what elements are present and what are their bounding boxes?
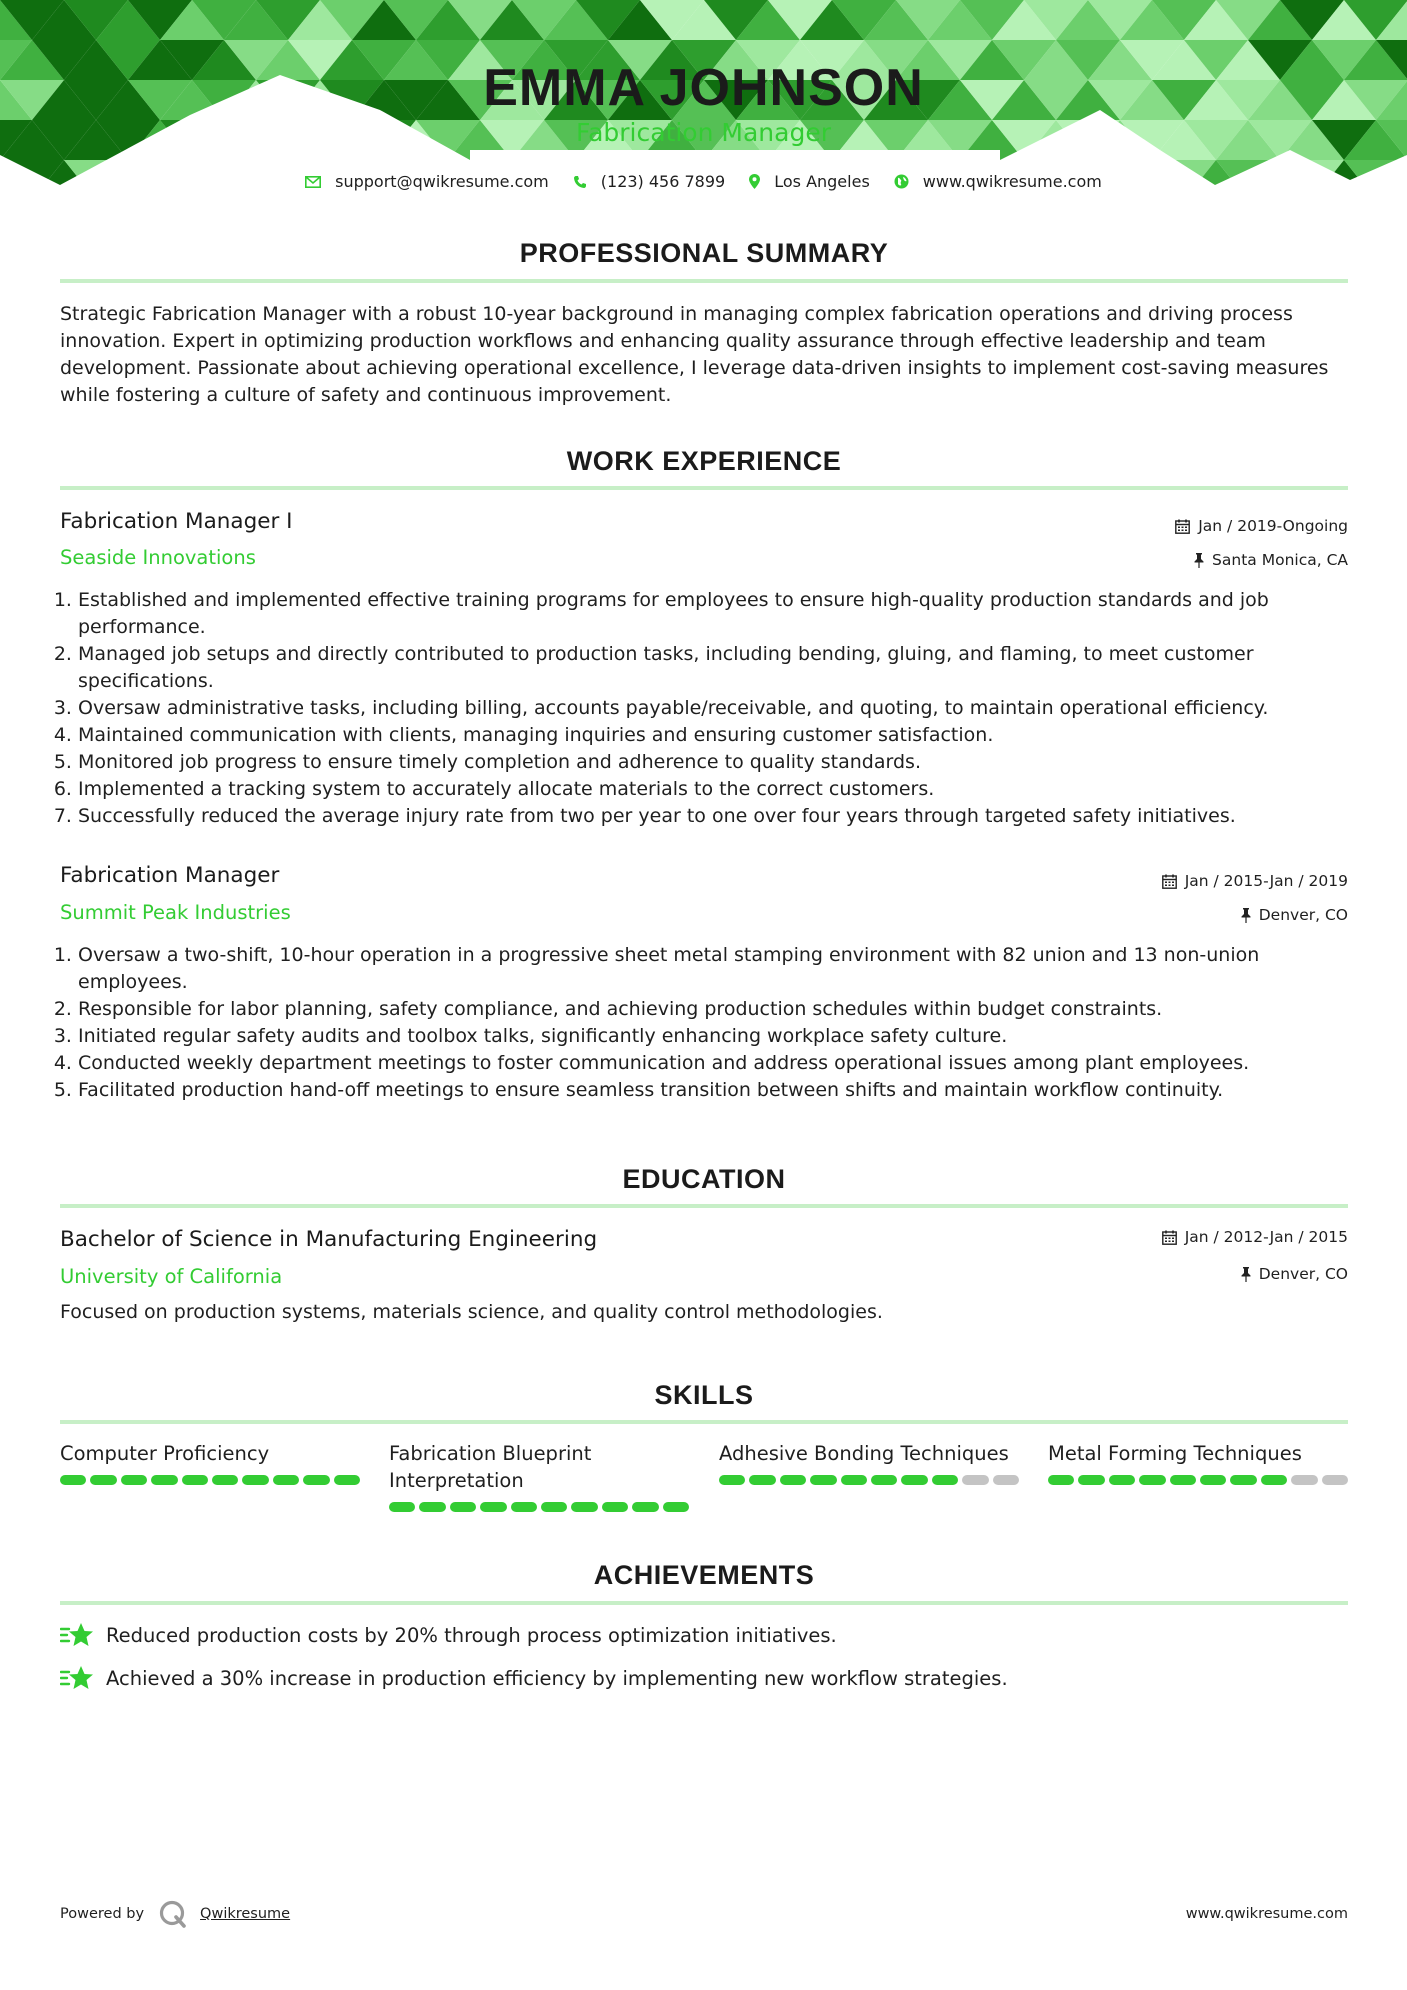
pushpin-icon [1241, 908, 1251, 923]
contact-website-text: www.qwikresume.com [922, 172, 1102, 191]
section-divider [60, 1204, 1348, 1208]
skill-segment-filled [841, 1475, 867, 1485]
education-degree: Bachelor of Science in Manufacturing Engineering [60, 1227, 598, 1252]
skill-segment-filled [632, 1502, 658, 1512]
skill-segment-empty [1322, 1475, 1348, 1485]
pushpin-icon [1241, 1267, 1251, 1282]
skill-segment-filled [151, 1475, 177, 1485]
job-dates-text: Jan / 2019-Ongoing [1198, 517, 1348, 535]
skill-segment-filled [871, 1475, 897, 1485]
section-divider [60, 1601, 1348, 1605]
star-award-icon [60, 1664, 94, 1692]
list-item: 2. Responsible for labor planning, safety compliance, and achieving production schedules within budget constraints. [78, 996, 1368, 1023]
skill-segment-filled [663, 1502, 689, 1512]
skill-segment-filled [932, 1475, 958, 1485]
skill-segment-filled [480, 1502, 506, 1512]
skill-segment-filled [121, 1475, 147, 1485]
skill-segment-filled [1261, 1475, 1287, 1485]
skill-level-bar [389, 1502, 689, 1512]
skill-item [1048, 1440, 1348, 1485]
powered-by-label: Powered by [60, 1906, 145, 1922]
section-divider [60, 279, 1348, 283]
footer-website[interactable]: www.qwikresume.com [1185, 1906, 1348, 1922]
contact-bar [0, 172, 1407, 191]
job-dates-text: Jan / 2015-Jan / 2019 [1184, 872, 1348, 890]
job-location [1241, 906, 1348, 924]
skill-segment-filled [90, 1475, 116, 1485]
list-item: 1. Oversaw a two-shift, 10-hour operation in a progressive sheet metal stamping environment with 82 union and 13 non-union employees. [78, 942, 1368, 996]
achievement-text: Reduced production costs by 20% through process optimization initiatives. [106, 1623, 837, 1647]
list-item: 2. Managed job setups and directly contributed to production tasks, including bending, gluing, and flaming, to meet customer specifications. [78, 641, 1368, 695]
skill-name: Adhesive Bonding Techniques [719, 1442, 1009, 1465]
skill-segment-filled [1048, 1475, 1074, 1485]
job-company: Summit Peak Industries [60, 901, 291, 924]
contact-email[interactable] [305, 172, 549, 191]
qwikresume-logo-icon [158, 1899, 188, 1929]
skill-segment-filled [1200, 1475, 1226, 1485]
contact-phone-text: (123) 456 7899 [600, 172, 726, 191]
job-bullets [60, 942, 1368, 1104]
education-location-text: Denver, CO [1258, 1265, 1348, 1283]
job-location [1194, 551, 1348, 569]
skill-segment-filled [602, 1502, 628, 1512]
skill-name: Metal Forming Techniques [1048, 1442, 1302, 1465]
job-title: Fabrication Manager I [60, 509, 293, 534]
skill-level-bar [1048, 1475, 1348, 1485]
skill-segment-empty [1291, 1475, 1317, 1485]
skill-name: Computer Proficiency [60, 1442, 270, 1465]
contact-location-text: Los Angeles [774, 172, 870, 191]
skill-segment-filled [419, 1502, 445, 1512]
skill-segment-filled [1109, 1475, 1135, 1485]
skill-segment-filled [541, 1502, 567, 1512]
contact-location [749, 172, 870, 191]
skill-segment-filled [1170, 1475, 1196, 1485]
section-divider [60, 1420, 1348, 1424]
map-pin-icon [749, 174, 760, 189]
star-award-icon [60, 1621, 94, 1649]
list-item: 3. Oversaw administrative tasks, including billing, accounts payable/receivable, and quoting, to maintain operational efficiency. [78, 695, 1368, 722]
skill-segment-filled [273, 1475, 299, 1485]
skill-segment-filled [1230, 1475, 1256, 1485]
skill-segment-filled [60, 1475, 86, 1485]
skill-item [719, 1440, 1019, 1485]
skill-segment-filled [901, 1475, 927, 1485]
candidate-name: EMMA JOHNSON [483, 59, 924, 117]
education-location [1241, 1265, 1348, 1283]
achievement-text: Achieved a 30% increase in production efficiency by implementing new workflow strategies. [106, 1666, 1008, 1690]
skill-segment-filled [810, 1475, 836, 1485]
candidate-title: Fabrication Manager [576, 118, 831, 147]
skill-level-bar [60, 1475, 360, 1485]
list-item: 1. Established and implemented effective training programs for employees to ensure high-quality production standards and job performance. [78, 587, 1368, 641]
skill-segment-filled [212, 1475, 238, 1485]
contact-website[interactable] [894, 172, 1102, 191]
skill-segment-filled [511, 1502, 537, 1512]
skill-segment-filled [719, 1475, 745, 1485]
skill-segment-empty [962, 1475, 988, 1485]
skill-segment-filled [242, 1475, 268, 1485]
job-location-text: Santa Monica, CA [1212, 551, 1348, 569]
list-item: 3. Initiated regular safety audits and toolbox talks, significantly enhancing workplace safety culture. [78, 1023, 1368, 1050]
list-item: 5. Monitored job progress to ensure timely completion and adherence to quality standards. [78, 749, 1368, 776]
skill-segment-filled [182, 1475, 208, 1485]
skill-segment-filled [749, 1475, 775, 1485]
job-dates [1162, 872, 1348, 890]
skill-name: Fabrication Blueprint Interpretation [389, 1442, 592, 1492]
calendar-icon [1162, 1230, 1177, 1245]
job-title: Fabrication Manager [60, 863, 280, 888]
section-title-experience: WORK EXPERIENCE [566, 446, 842, 476]
skill-item [60, 1440, 360, 1485]
skill-segment-filled [389, 1502, 415, 1512]
calendar-icon [1175, 519, 1190, 534]
skill-segment-empty [993, 1475, 1019, 1485]
section-title-skills: SKILLS [654, 1380, 754, 1410]
skill-segment-filled [334, 1475, 360, 1485]
footer-powered-by [60, 1899, 290, 1929]
education-dates-text: Jan / 2012-Jan / 2015 [1184, 1228, 1348, 1246]
job-dates [1175, 517, 1348, 535]
skill-segment-filled [450, 1502, 476, 1512]
skill-item [389, 1440, 689, 1512]
education-school: University of California [60, 1265, 283, 1288]
list-item: 6. Implemented a tracking system to accurately allocate materials to the correct customers. [78, 776, 1368, 803]
contact-email-text: support@qwikresume.com [335, 172, 549, 191]
qwikresume-link[interactable]: Qwikresume [200, 1906, 291, 1922]
skill-segment-filled [571, 1502, 597, 1512]
pushpin-icon [1194, 553, 1204, 568]
skill-segment-filled [303, 1475, 329, 1485]
skill-segment-filled [1078, 1475, 1104, 1485]
skill-segment-filled [1139, 1475, 1165, 1485]
contact-phone[interactable] [573, 172, 725, 191]
job-bullets [60, 587, 1368, 830]
summary-text: Strategic Fabrication Manager with a robust 10-year background in managing complex fabrication operations and driving process innovation. Expert in optimizing production workflows and enhancing quality assurance through effective leadership and team development. Passionate about achieving operational excellence, I leverage data-driven insights to implement cost-saving measures while fostering a culture of safety and continuous improvement. [60, 303, 1329, 406]
list-item: 5. Facilitated production hand-off meetings to ensure seamless transition between shifts and maintain workflow continuity. [78, 1077, 1368, 1104]
achievement-item [60, 1664, 1008, 1692]
section-title-summary: PROFESSIONAL SUMMARY [519, 238, 889, 268]
list-item: 4. Conducted weekly department meetings to foster communication and address operational issues among plant employees. [78, 1050, 1368, 1077]
globe-icon [894, 174, 909, 189]
skill-level-bar [719, 1475, 1019, 1485]
skill-segment-filled [780, 1475, 806, 1485]
list-item: 7. Successfully reduced the average injury rate from two per year to one over four years through targeted safety initiatives. [78, 803, 1368, 830]
calendar-icon [1162, 874, 1177, 889]
section-title-achievements: ACHIEVEMENTS [593, 1560, 815, 1590]
education-dates [1162, 1228, 1348, 1246]
job-company: Seaside Innovations [60, 546, 256, 569]
envelope-icon [305, 176, 321, 188]
achievement-item [60, 1621, 837, 1649]
job-location-text: Denver, CO [1258, 906, 1348, 924]
education-description: Focused on production systems, materials science, and quality control methodologies. [60, 1301, 883, 1323]
section-divider [60, 486, 1348, 490]
phone-icon [573, 175, 587, 189]
list-item: 4. Maintained communication with clients, managing inquiries and ensuring customer satisfaction. [78, 722, 1368, 749]
section-title-education: EDUCATION [622, 1164, 786, 1194]
